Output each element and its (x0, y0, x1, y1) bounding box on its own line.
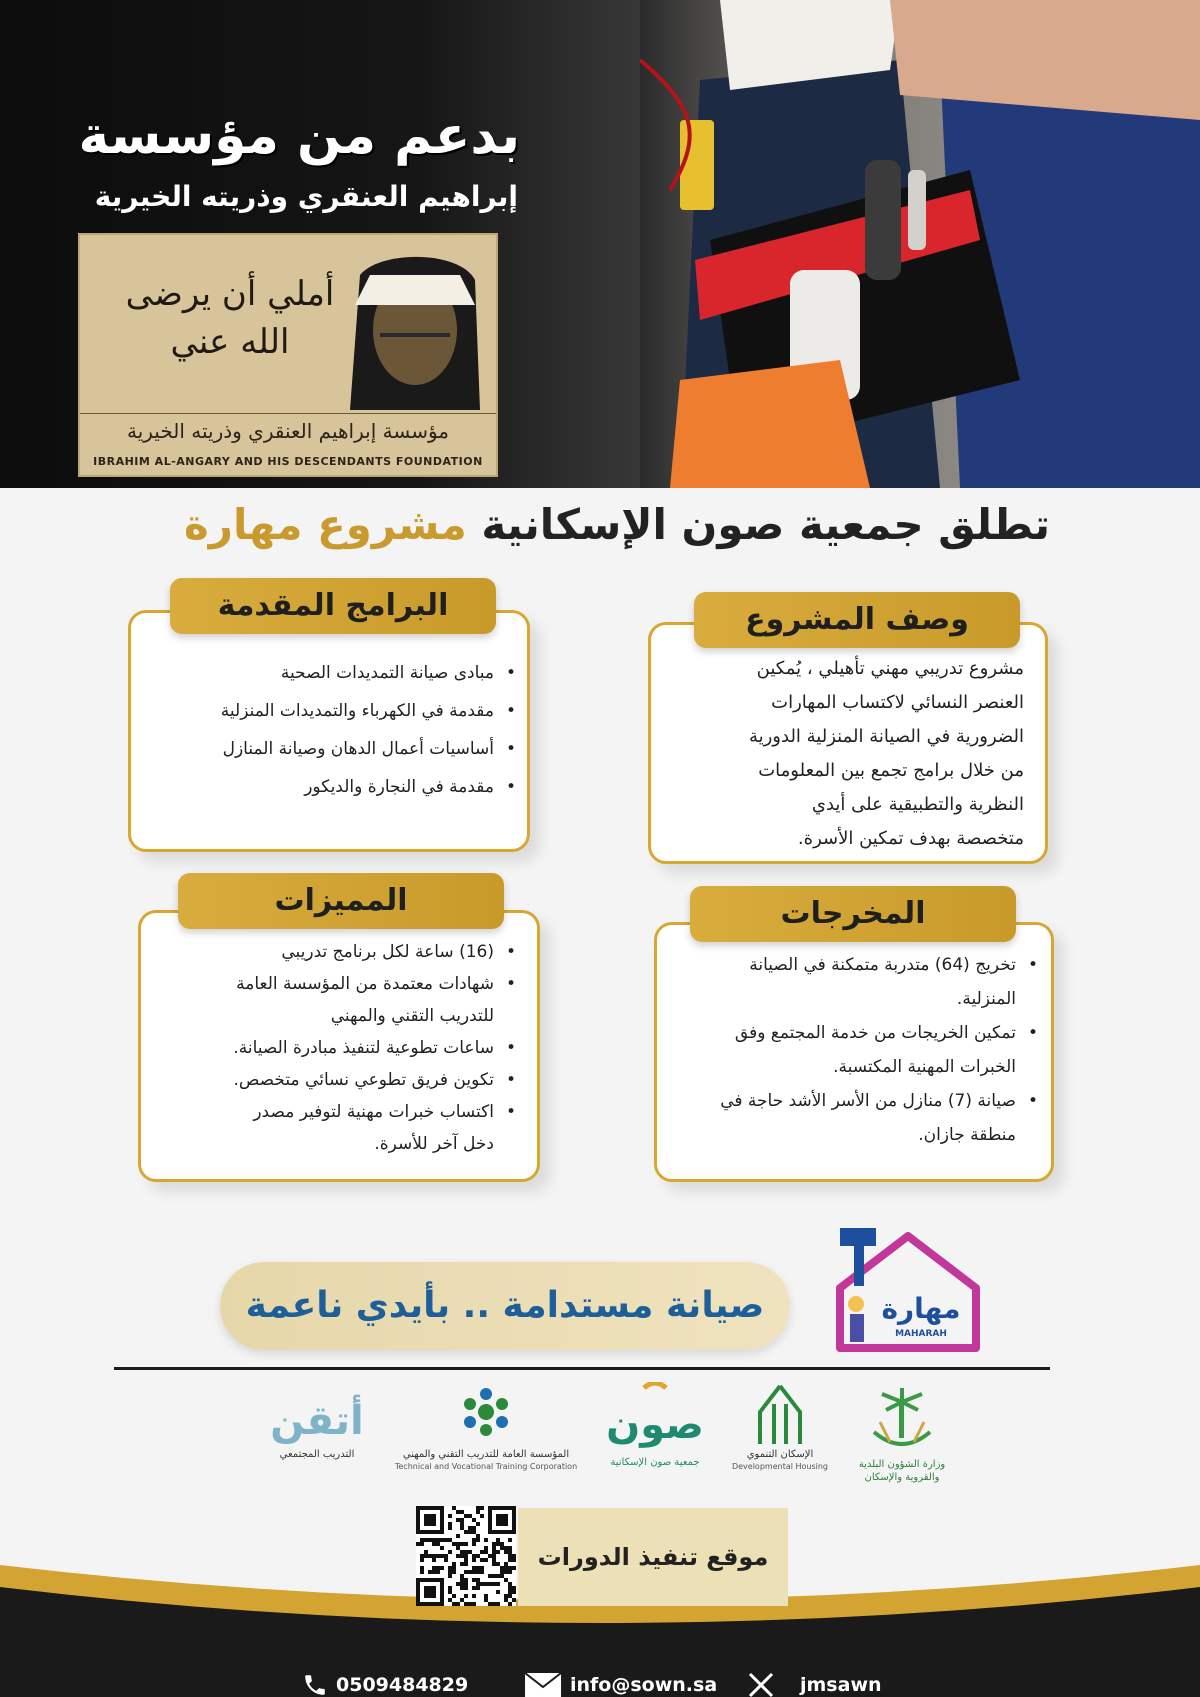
phone-number: 0509484829 (336, 1674, 469, 1696)
partner-municipal-name: وزارة الشؤون البلدية والقروية والإسكان (858, 1459, 946, 1483)
page-headline (184, 500, 1050, 549)
sawn-logo-icon (600, 1382, 710, 1456)
x-handle: jmsawn (800, 1674, 882, 1696)
partner-dev-housing (722, 1382, 838, 1502)
qr-code[interactable] (416, 1506, 516, 1606)
foundation-name-en: IBRAHIM AL-ANGARY AND HIS DESCENDANTS FOUNDATION (93, 455, 483, 468)
description-line: الضرورية في الصيانة المنزلية الدورية (748, 726, 1024, 747)
description-line: مشروع تدريبي مهني تأهيلي ، يُمكين (756, 658, 1024, 679)
list-item-line: • تمكين الخريجات من خدمة المجتمع وفق (734, 1023, 1016, 1043)
list-item: • مقدمة في النجارة والديكور (160, 768, 520, 806)
contact-x[interactable] (746, 1670, 882, 1697)
list-item (652, 1016, 1042, 1084)
outcomes-list (652, 948, 1042, 1152)
itqan-logo-mark: أتقن (270, 1398, 364, 1444)
features-title: المميزات (178, 873, 504, 929)
foundation-name-ar: مؤسسة إبراهيم العنقري وذريته الخيرية (126, 419, 449, 443)
email-icon (524, 1672, 562, 1697)
list-item-line: الخبرات المهنية المكتسبة. (833, 1057, 1016, 1077)
list-item-line: • اكتساب خبرات مهنية لتوفير مصدر (253, 1102, 494, 1122)
itqan-logo-icon (267, 1382, 367, 1448)
partner-dev-housing-name: الإسكان التنموي (746, 1449, 814, 1460)
mahara-logo-ar: مهارة (881, 1292, 961, 1325)
description-line: العنصر النسائي لاكتساب المهارات (771, 692, 1024, 713)
list-item-line: المنزلية. (956, 989, 1016, 1009)
headline-prefix: تطلق جمعية صون الإسكانية (481, 500, 1050, 549)
description-line: النظرية والتطبيقية على أيدي (811, 794, 1024, 815)
electrician-photo (640, 0, 1200, 488)
list-item (150, 1096, 520, 1160)
section-divider (114, 1367, 1050, 1370)
list-item-line: • (16) ساعة لكل برنامج تدريبي (281, 942, 494, 962)
description-line: متخصصة بهدف تمكين الأسرة. (797, 828, 1024, 849)
x-social-icon (746, 1670, 776, 1697)
list-item-line: للتدريب التقني والمهني (330, 1006, 494, 1026)
email-address: info@sown.sa (570, 1674, 718, 1696)
course-site-label: موقع تنفيذ الدورات (518, 1508, 788, 1606)
list-item-line: منطقة جازان. (918, 1125, 1016, 1145)
list-item (150, 1032, 520, 1064)
list-item-line: • ساعات تطوعية لتنفيذ مبادرة الصيانة. (233, 1038, 494, 1058)
project-description-text (644, 652, 1024, 856)
list-item: • مقدمة في الكهرباء والتمديدات المنزلية (160, 692, 520, 730)
support-title: بدعم من مؤسسة (78, 106, 520, 166)
programs-list (160, 654, 520, 806)
slogan: صيانة مستدامة .. بأيدي ناعمة (220, 1262, 790, 1350)
list-item (150, 968, 520, 1032)
partner-tvtc-name-en: Technical and Vocational Training Corporation (394, 1462, 578, 1471)
palm-emblem-icon (864, 1382, 940, 1458)
foundation-portrait (80, 235, 498, 410)
partner-municipal (852, 1382, 952, 1502)
list-item (150, 936, 520, 968)
partner-sawn-name: جمعية صون الإسكانية (610, 1457, 700, 1468)
list-item (150, 1064, 520, 1096)
programs-title: البرامج المقدمة (170, 578, 496, 634)
foundation-logo (78, 233, 498, 477)
tvtc-emblem-icon (456, 1382, 516, 1448)
hero-banner (0, 0, 1200, 488)
support-subtitle: إبراهيم العنقري وذريته الخيرية (94, 180, 518, 213)
description-line: من خلال برامج تجمع بين المعلومات (758, 760, 1024, 781)
partner-itqan (262, 1382, 372, 1502)
outcomes-title: المخرجات (690, 886, 1016, 942)
list-item-line: دخل آخر للأسرة. (374, 1134, 494, 1154)
list-item (652, 1084, 1042, 1152)
svg-text:الله عني: الله عني (170, 322, 290, 362)
project-description-title: وصف المشروع (694, 592, 1020, 648)
list-item-line: • صيانة (7) منازل من الأسر الأشد حاجة في (720, 1091, 1016, 1111)
list-item-line: • شهادات معتمدة من المؤسسة العامة (236, 974, 494, 994)
list-item: • أساسيات أعمال الدهان وصيانة المنازل (160, 730, 520, 768)
mahara-logo-en: MAHARAH (895, 1329, 947, 1339)
partner-sawn (596, 1382, 714, 1502)
partner-dev-housing-name-en: Developmental Housing (731, 1462, 829, 1471)
list-item-line: • تخريج (64) متدربة متمكنة في الصيانة (749, 955, 1016, 975)
partner-itqan-name: التدريب المجتمعي (279, 1449, 355, 1460)
partner-tvtc (386, 1382, 586, 1502)
list-item-line: • تكوين فريق تطوعي نسائي متخصص. (233, 1070, 494, 1090)
features-list (150, 936, 520, 1160)
phone-icon (302, 1672, 328, 1697)
list-item (652, 948, 1042, 1016)
contact-email[interactable] (524, 1670, 717, 1697)
sawn-logo-mark: صون (606, 1402, 704, 1448)
list-item: • مبادى صيانة التمديدات الصحية (160, 654, 520, 692)
mahara-logo (826, 1226, 986, 1356)
svg-text:أملي أن يرضى: أملي أن يرضى (125, 274, 335, 314)
partner-tvtc-name: المؤسسة العامة للتدريب التقني والمهني (402, 1449, 570, 1460)
headline-accent: مشروع مهارة (183, 500, 467, 549)
housing-emblem-icon (750, 1382, 810, 1448)
contact-phone[interactable] (302, 1670, 468, 1697)
